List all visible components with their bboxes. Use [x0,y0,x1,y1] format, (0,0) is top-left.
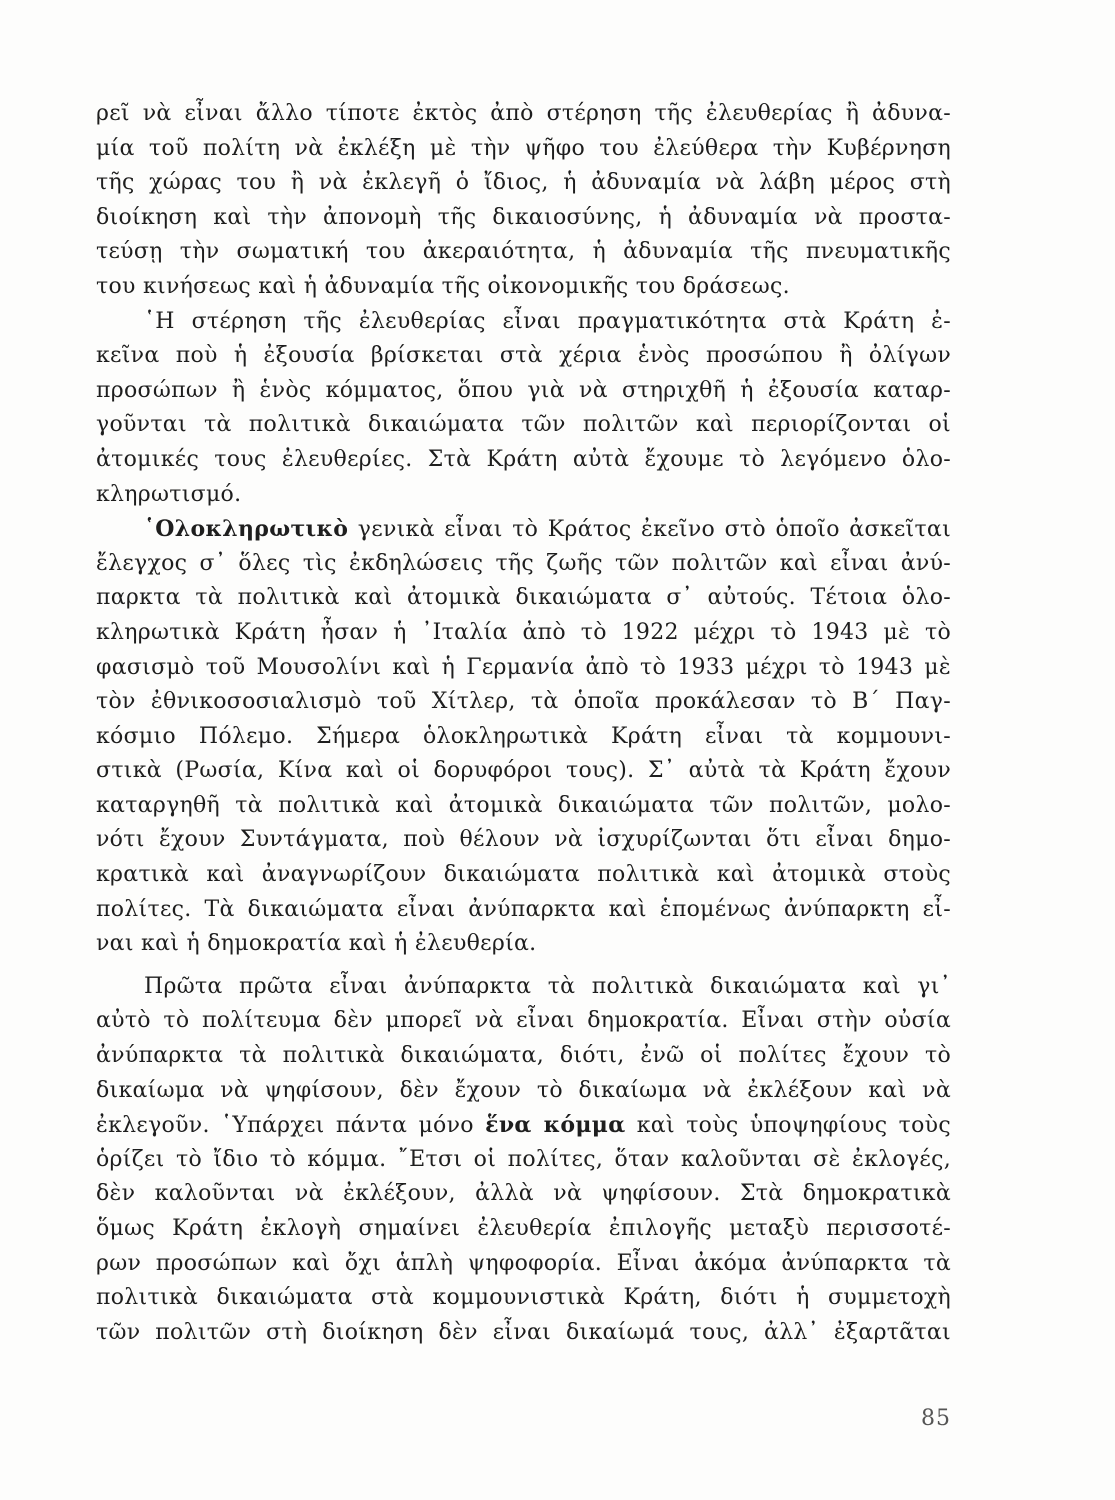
text-line: πολιτικὰ δικαιώματα στὰ κομμουνιστικὰ Κράτη, διότι ἡ συμμετοχὴ [96,1285,951,1311]
text-line: προσώπων ἢ ἑνὸς κόμματος, ὅπου γιὰ νὰ στηριχθῆ ἡ ἐξουσία καταρ- [96,377,951,403]
text-line: ὁρίζει τὸ ἴδιο τὸ κόμμα. ῎Ετσι οἱ πολίτες, ὅταν καλοῦνται σὲ ἐκλογές, [96,1146,951,1172]
text-line: αὐτὸ τὸ πολίτευμα δὲν μπορεῖ νὰ εἶναι δημοκρατία. Εἶναι στὴν οὐσία [96,1008,951,1034]
text-run: ἐκλεγοῦν. ῾Υπάρχει πάντα μόνο [96,1113,486,1139]
text-line: του κινήσεως καὶ ἡ ἀδυναμία τῆς οἰκονομικῆς του δράσεως. [96,273,790,299]
text-line: πολίτες. Τὰ δικαιώματα εἶναι ἀνύπαρκτα καὶ ἑπομένως ἀνύπαρκτη εἶ- [96,896,951,922]
text-line: ναι καὶ ἡ δημοκρατία καὶ ἡ ἐλευθερία. [96,931,537,957]
text-line [96,1108,951,1143]
text-line: κόσμιο Πόλεμο. Σήμερα ὁλοκληρωτικὰ Κράτη εἶναι τὰ κομμουνι- [96,723,951,749]
text-line: ρεῖ νὰ εἶναι ἄλλο τίποτε ἐκτὸς ἀπὸ στέρηση τῆς ἐλευθερίας ἢ ἀδυνα- [96,101,951,126]
page-body-text [96,97,951,1350]
text-line: ἔλεγχος σ᾿ ὅλες τὶς ἐκδηλώσεις τῆς ζωῆς τῶν πολιτῶν καὶ εἶναι ἀνύ- [96,550,951,576]
text-line: δὲν καλοῦνται νὰ ἐκλέξουν, ἀλλὰ νὰ ψηφίσουν. Στὰ δημοκρατικὰ [96,1181,951,1207]
text-line: ὅμως Κράτη ἐκλογὴ σημαίνει ἐλευθερία ἐπιλογῆς μεταξὺ περισσοτέ- [96,1216,951,1241]
text-line: τὸν ἐθνικοσοσιαλισμὸ τοῦ Χίτλερ, τὰ ὁποῖα προκάλεσαν τὸ Β΄ Παγ- [96,689,951,715]
text-line: τῶν πολιτῶν στὴ διοίκηση δὲν εἶναι δικαίωμά τους, ἀλλ᾿ ἐξαρτᾶται [96,1319,951,1345]
bold-term: ἕνα κόμμα [485,1112,626,1139]
text-line: κεῖνα ποὺ ἡ ἐξουσία βρίσκεται στὰ χέρια ἑνὸς προσώπου ἢ ὀλίγων [96,343,951,369]
text-line: γοῦνται τὰ πολιτικὰ δικαιώματα τῶν πολιτῶν καὶ περιορίζονται οἱ [96,412,951,438]
text-line: φασισμὸ τοῦ Μουσολίνι καὶ ἡ Γερμανία ἀπὸ τὸ 1933 μέχρι τὸ 1943 μὲ [96,654,951,680]
text-line: ρων προσώπων καὶ ὄχι ἁπλὴ ψηφοφορία. Εἶναι ἀκόμα ἀνύπαρκτα τὰ [96,1250,951,1276]
text-line: τεύσῃ τὴν σωματική του ἀκεραιότητα, ἡ ἀδυναμία τῆς πνευματικῆς [96,239,951,265]
page-number: 85 [921,1406,951,1431]
text-line: κληρωτικὰ Κράτη ἦσαν ἡ ᾿Ιταλία ἀπὸ τὸ 1922 μέχρι τὸ 1943 μὲ τὸ [96,619,951,645]
text-line: κληρωτισμό. [96,481,242,507]
text-line: καταργηθῆ τὰ πολιτικὰ καὶ ἀτομικὰ δικαιώματα τῶν πολιτῶν, μολο- [96,792,951,818]
text-line: τῆς χώρας του ἢ νὰ ἐκλεγῆ ὁ ἴδιος, ἡ ἀδυναμία νὰ λάβη μέρος στὴ [96,170,951,196]
text-line: κρατικὰ καὶ ἀναγνωρίζουν δικαιώματα πολιτικὰ καὶ ἀτομικὰ στοὺς [96,862,951,888]
text-line: παρκτα τὰ πολιτικὰ καὶ ἀτομικὰ δικαιώματα σ᾿ αὐτούς. Τέτοια ὁλο- [96,585,951,611]
text-line: Πρῶτα πρῶτα εἶναι ἀνύπαρκτα τὰ πολιτικὰ δικαιώματα καὶ γι᾿ [144,973,951,999]
text-line: ἀνύπαρκτα τὰ πολιτικὰ δικαιώματα, διότι, ἐνῶ οἱ πολίτες ἔχουν τὸ [96,1043,951,1069]
bold-term: ῾Ολοκληρωτικὸ [144,516,349,543]
text-line: στικὰ (Ρωσία, Κίνα καὶ οἱ δορυφόροι τους). Σ᾿ αὐτὰ τὰ Κράτη ἔχουν [96,758,951,784]
text-line: ῾Η στέρηση τῆς ἐλευθερίας εἶναι πραγματικότητα στὰ Κράτη ἐ- [144,308,951,334]
text-line: μία τοῦ πολίτη νὰ ἐκλέξη μὲ τὴν ψῆφο του ἐλεύθερα τὴν Κυβέρνηση [96,135,951,161]
text-line [96,512,951,547]
text-line: νότι ἔχουν Συντάγματα, ποὺ θέλουν νὰ ἰσχυρίζωνται ὅτι εἶναι δημο- [96,827,951,853]
text-run: καὶ τοὺς ὑποψηφίους τοὺς [625,1113,951,1139]
text-line: δικαίωμα νὰ ψηφίσουν, δὲν ἔχουν τὸ δικαίωμα νὰ ἐκλέξουν καὶ νὰ [96,1077,951,1103]
text-run: γενικὰ εἶναι τὸ Κράτος ἐκεῖνο στὸ ὁποῖο ἀσκεῖται [348,517,951,543]
text-line: ἀτομικές τους ἐλευθερίες. Στὰ Κράτη αὐτὰ ἔχουμε τὸ λεγόμενο ὁλο- [96,446,951,472]
text-line: διοίκηση καὶ τὴν ἀπονομὴ τῆς δικαιοσύνης, ἡ ἀδυναμία νὰ προστα- [96,204,951,230]
